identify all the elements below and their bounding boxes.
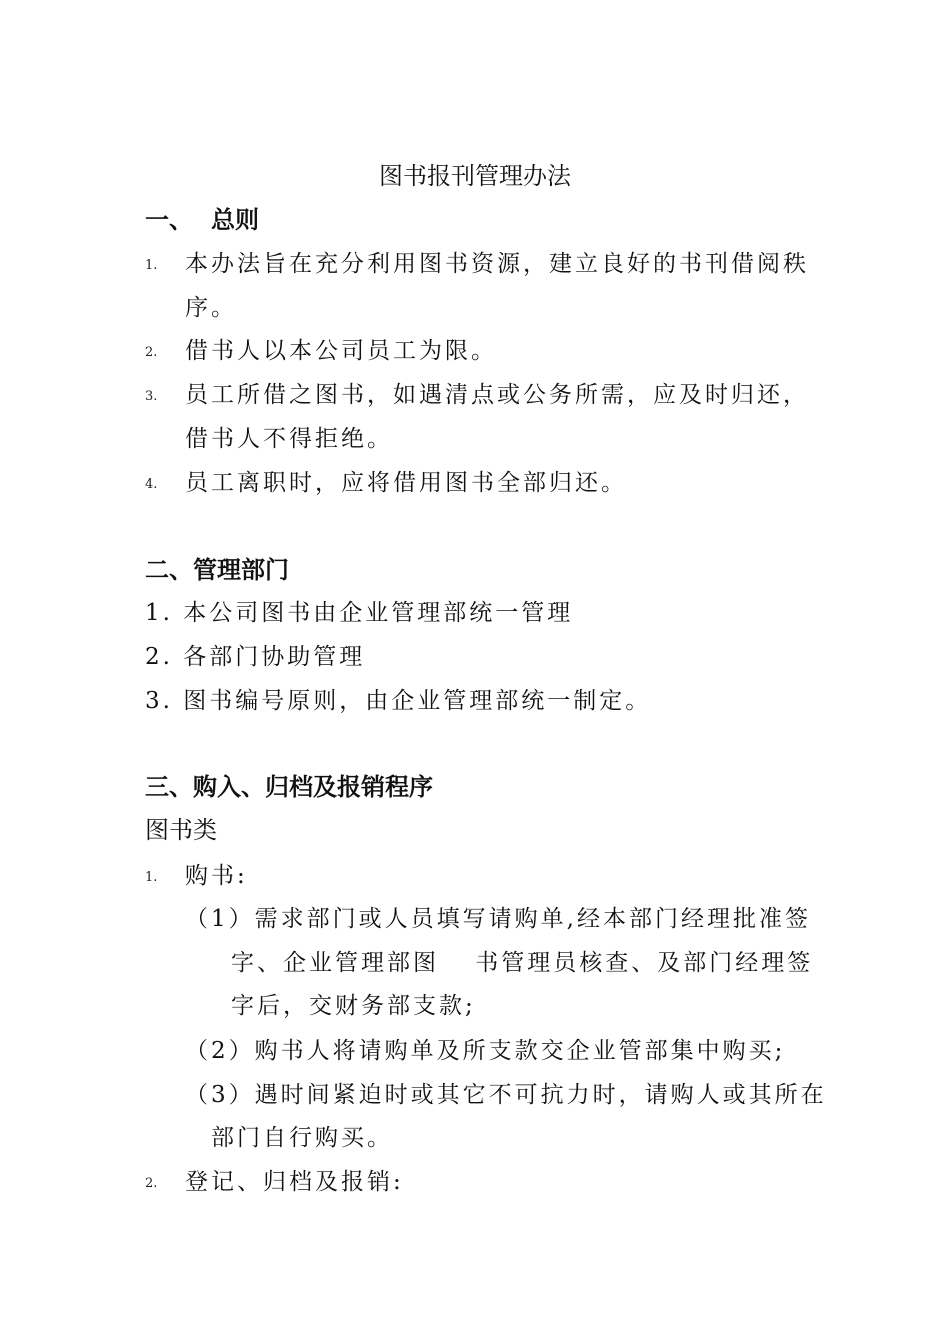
list-item: 2. 各部门协助管理 (145, 644, 366, 670)
section-heading-procedures: 三、购入、归档及报销程序 (145, 773, 433, 801)
list-item-line: 借书人以本公司员工为限。 (185, 338, 497, 364)
list-marker: 2. (145, 1176, 158, 1191)
list-item-line: 员工离职时，应将借用图书全部归还。 (185, 470, 627, 496)
list-marker: 3. (145, 389, 158, 404)
list-item-line: 员工所借之图书，如遇清点或公务所需，应及时归还， (185, 382, 809, 408)
section-title: 总则 (211, 206, 259, 234)
sub-item-line: 字后，交财务部支款; (231, 993, 476, 1019)
list-marker: 4. (145, 477, 158, 492)
list-item-line: 借书人不得拒绝。 (185, 426, 393, 452)
list-item-label: 登记、归档及报销: (185, 1169, 404, 1195)
list-item-label: 购书: (185, 863, 248, 889)
list-item: 1. 本公司图书由企业管理部统一管理 (145, 600, 574, 626)
list-marker: 2. (145, 345, 158, 360)
list-item-line: 序。 (185, 295, 237, 321)
list-marker: 1. (145, 258, 158, 273)
sub-item-line: （1）需求部门或人员填写请购单,经本部门经理批准签 (185, 906, 811, 932)
sub-item-line: （2）购书人将请购单及所支款交企业管部集中购买; (185, 1038, 786, 1064)
subsection-heading: 图书类 (145, 816, 217, 844)
sub-item-line: 字、企业管理部图 书管理员核查、及部门经理签 (231, 950, 814, 976)
section-heading-management: 二、管理部门 (145, 556, 289, 584)
sub-item-line: （3）遇时间紧迫时或其它不可抗力时，请购人或其所在 (185, 1082, 827, 1108)
section-number: 一、 (145, 206, 193, 234)
sub-item-line: 部门自行购买。 (211, 1125, 393, 1151)
section-heading-general (145, 204, 259, 236)
list-item-line: 本办法旨在充分利用图书资源，建立良好的书刊借阅秩 (185, 251, 809, 277)
list-marker: 1. (145, 870, 158, 885)
document-title: 图书报刊管理办法 (379, 162, 571, 190)
list-item: 3. 图书编号原则，由企业管理部统一制定。 (145, 688, 652, 714)
